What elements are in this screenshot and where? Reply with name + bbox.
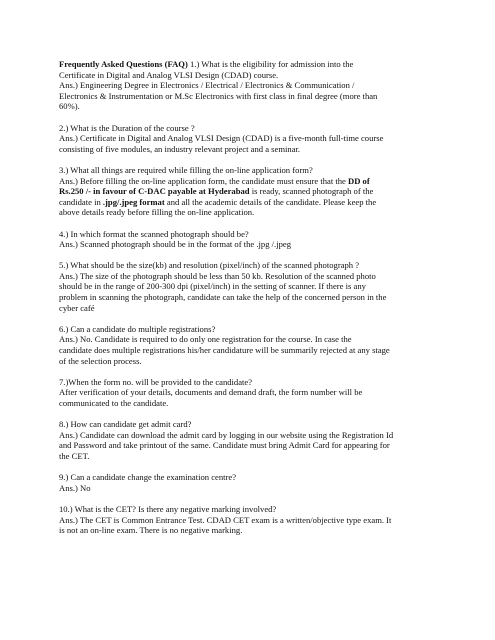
text-run: 2.) What is the Duration of the course ?	[59, 122, 195, 133]
text-run: problem in scanning the photograph, candidate can take the help of the concerned person in the	[59, 292, 387, 303]
text-run: 6.) Can a candidate do multiple registrations?	[59, 323, 216, 334]
bold-text: Frequently Asked Questions (FAQ)	[59, 59, 188, 69]
faq-line	[59, 515, 445, 526]
text-run: 10.) What is the CET? Is there any negative marking involved?	[59, 503, 277, 514]
text-run: and Password and take printout of the same. Candidate must bring Admit Card for appearing for	[59, 440, 390, 451]
text-run: candidate in	[59, 196, 103, 207]
faq-line	[59, 483, 445, 494]
text-run: of the selection process.	[59, 355, 142, 366]
faq-line	[59, 324, 445, 335]
text-run: 9.) Can a candidate change the examination centre?	[59, 472, 237, 483]
text-run: 3.) What all things are required while filling the on-line application form?	[59, 164, 313, 175]
text-run: Ans.) Candidate can download the admit card by logging in our website using the Registration Id	[59, 429, 394, 440]
faq-line	[59, 345, 445, 356]
faq-line	[59, 440, 445, 451]
text-run: 4.) In which format the scanned photograph should be?	[59, 228, 249, 239]
bold-text: Rs.250 /- in favour of C-DAC payable at Hyderabad	[59, 186, 250, 197]
text-run: should be in the range of 200-300 dpi (pixel/inch) in the setting of scanner. If there is any	[59, 281, 366, 292]
faq-item-10	[59, 504, 445, 536]
faq-line	[59, 101, 445, 112]
faq-line	[59, 451, 445, 462]
text-run: and all the academic details of the candidate. Please keep the	[164, 196, 377, 207]
faq-line	[59, 387, 445, 398]
faq-line	[59, 144, 445, 155]
faq-line	[59, 70, 445, 81]
faq-item-1	[59, 59, 445, 112]
faq-line	[59, 260, 445, 271]
text-run: 1.) What is the eligibility for admission into the	[187, 59, 354, 69]
faq-line	[59, 229, 445, 240]
faq-line	[59, 186, 445, 197]
faq-line	[59, 377, 445, 388]
faq-line	[59, 239, 445, 250]
text-run: the CET.	[59, 450, 90, 461]
text-run: Ans.) Before filling the on-line application form, the candidate must ensure that the	[59, 175, 348, 186]
text-run: Ans.) No. Candidate is required to do only one registration for the course. In case the	[59, 334, 352, 345]
faq-item-3	[59, 165, 445, 218]
text-run: Ans.) The size of the photograph should be less than 50 kb. Resolution of the scanned photo	[59, 270, 376, 281]
faq-line	[59, 271, 445, 282]
faq-item-8	[59, 419, 445, 461]
faq-line	[59, 59, 445, 70]
faq-line	[59, 398, 445, 409]
faq-item-9	[59, 472, 445, 493]
text-run: is ready, scanned photograph of the	[249, 186, 374, 197]
faq-line	[59, 356, 445, 367]
faq-line	[59, 207, 445, 218]
faq-line	[59, 165, 445, 176]
faq-line	[59, 123, 445, 134]
text-run: 5.) What should be the size(kb) and resolution (pixel/inch) of the scanned photograph ?	[59, 260, 360, 271]
faq-line	[59, 303, 445, 314]
text-run: 60%).	[59, 101, 80, 112]
faq-line	[59, 334, 445, 345]
text-run: Ans.) Scanned photograph should be in the format of the .jpg /.jpeg	[59, 239, 291, 250]
text-run: 8.) How can candidate get admit card?	[59, 419, 192, 430]
faq-line	[59, 472, 445, 483]
text-run: is not an on-line exam. There is no negative marking.	[59, 525, 243, 536]
text-run: above details ready before filling the on-line application.	[59, 207, 255, 218]
text-run: Ans.) Engineering Degree in Electronics / Electrical / Electronics & Communication /	[59, 80, 355, 91]
faq-line	[59, 281, 445, 292]
text-run: consisting of five modules, an industry relevant project and a seminar.	[59, 143, 301, 154]
faq-document	[59, 59, 445, 546]
bold-text: .jpg/.jpeg format	[102, 196, 165, 207]
faq-line	[59, 91, 445, 102]
faq-line	[59, 419, 445, 430]
text-run: cyber café	[59, 302, 95, 313]
text-run: Ans.) No	[59, 482, 91, 493]
text-run: Electronics & Instrumentation or M.Sc Electronics with first class in final degree (more than	[59, 90, 378, 101]
bold-text: DD of	[348, 175, 370, 186]
text-run: Certificate in Digital and Analog VLSI Design (CDAD) course.	[59, 69, 279, 80]
faq-line	[59, 292, 445, 303]
faq-item-4	[59, 229, 445, 250]
text-run: Ans.) The CET is Common Entrance Test. CDAD CET exam is a written/objective type exam. It	[59, 514, 392, 525]
faq-line	[59, 525, 445, 536]
faq-item-6	[59, 324, 445, 366]
faq-line	[59, 176, 445, 187]
faq-line	[59, 133, 445, 144]
text-run: After verification of your details, documents and demand draft, the form number will be	[59, 387, 363, 398]
faq-line	[59, 197, 445, 208]
faq-line	[59, 504, 445, 515]
faq-line	[59, 80, 445, 91]
text-run: Ans.) Certificate in Digital and Analog VLSI Design (CDAD) is a five-month full-time course	[59, 133, 384, 144]
faq-line	[59, 430, 445, 441]
text-run: communicated to the candidate.	[59, 398, 169, 408]
faq-item-2	[59, 123, 445, 155]
text-run: 7.)When the form no. will be provided to the candidate?	[59, 376, 253, 387]
faq-item-7	[59, 377, 445, 409]
faq-item-5	[59, 260, 445, 313]
text-run: candidate does multiple registrations his/her candidature will be summarily rejected at any stage	[59, 345, 390, 356]
